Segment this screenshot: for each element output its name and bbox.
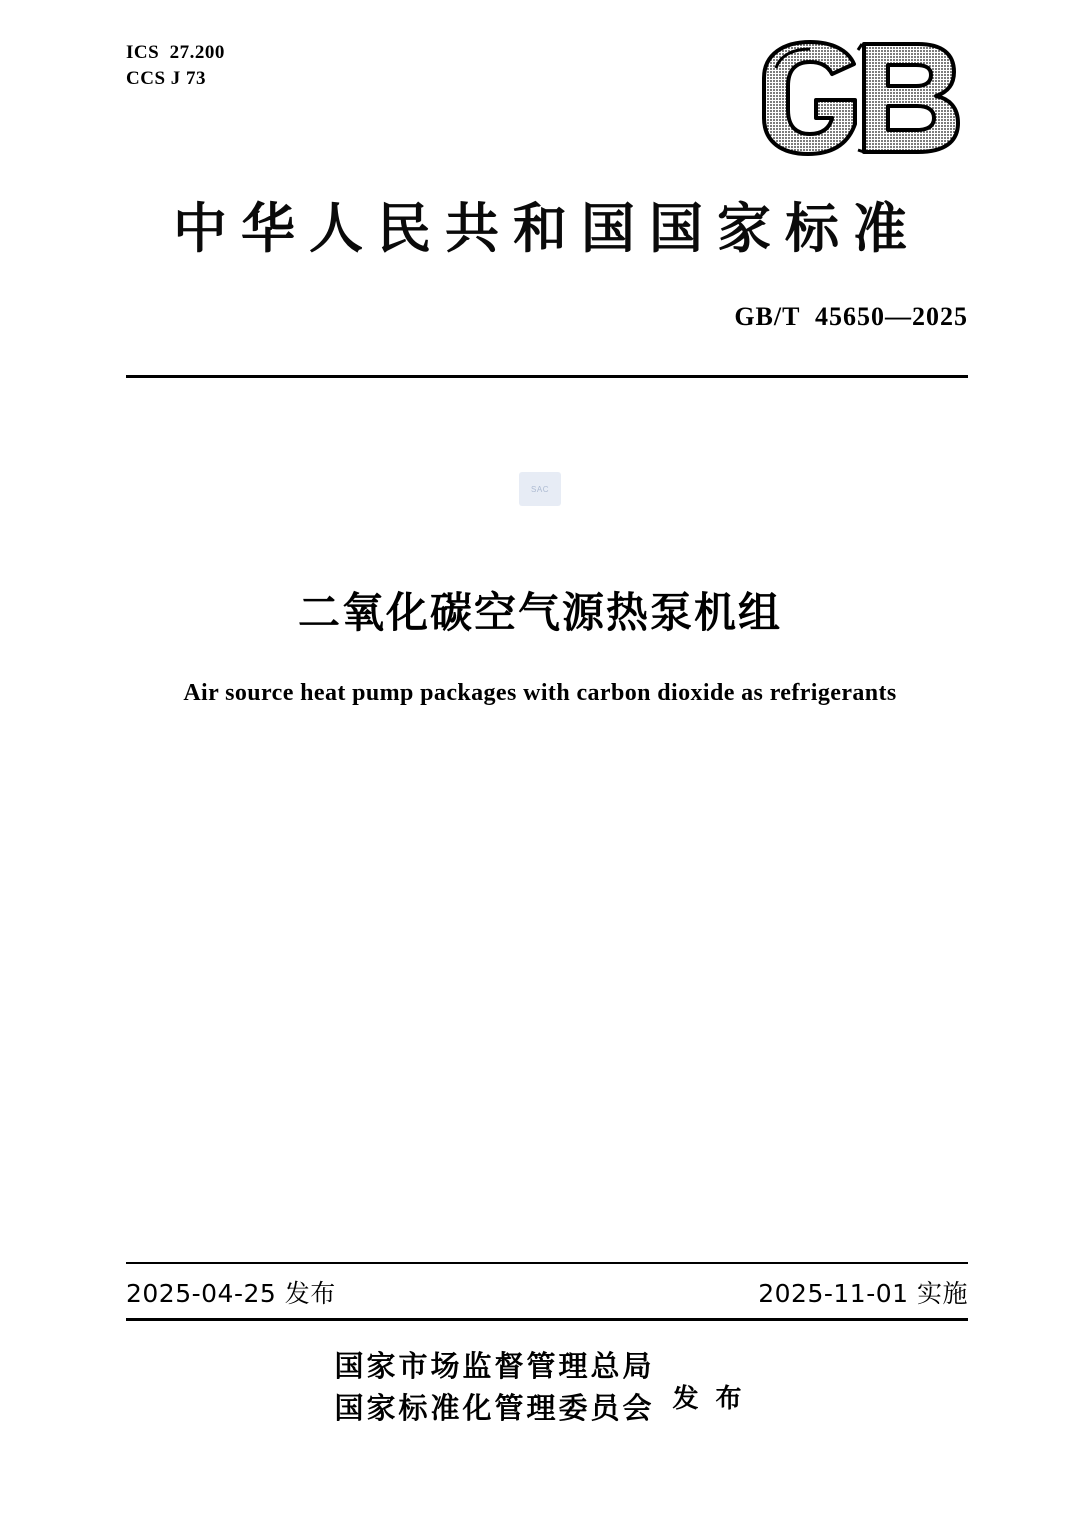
issuer-line-1: 国家市场监督管理总局 [334, 1349, 655, 1383]
issuer-names [334, 1345, 654, 1429]
watermark-logo: SAC [519, 472, 561, 506]
ics-code: ICS 27.200 [126, 42, 225, 63]
divider-top [126, 375, 968, 378]
divider-bottom-lower [126, 1318, 968, 1321]
date-row [126, 1272, 968, 1312]
implement-date: 2025-11-01 实施 [758, 1279, 968, 1308]
issuer-publish-label: 发 布 [672, 1383, 746, 1414]
page-title: 中华人民共和国国家标准 [173, 197, 921, 260]
issuer-block [0, 1345, 1080, 1429]
classification-codes [126, 40, 225, 91]
ccs-code: CCS J 73 [126, 67, 207, 89]
gb-emblem-icon [758, 38, 968, 168]
issuer-line-2: 国家标准化管理委员会 [334, 1391, 655, 1426]
standard-number: GB/T 45650—2025 [734, 302, 968, 331]
issue-date: 2025-04-25 发布 [126, 1279, 336, 1308]
document-title-cn: 二氧化碳空气源热泵机组 [297, 588, 782, 637]
document-title-en: Air source heat pump packages with carbon dioxide as refrigerants [183, 680, 897, 706]
divider-bottom-upper [126, 1262, 968, 1264]
